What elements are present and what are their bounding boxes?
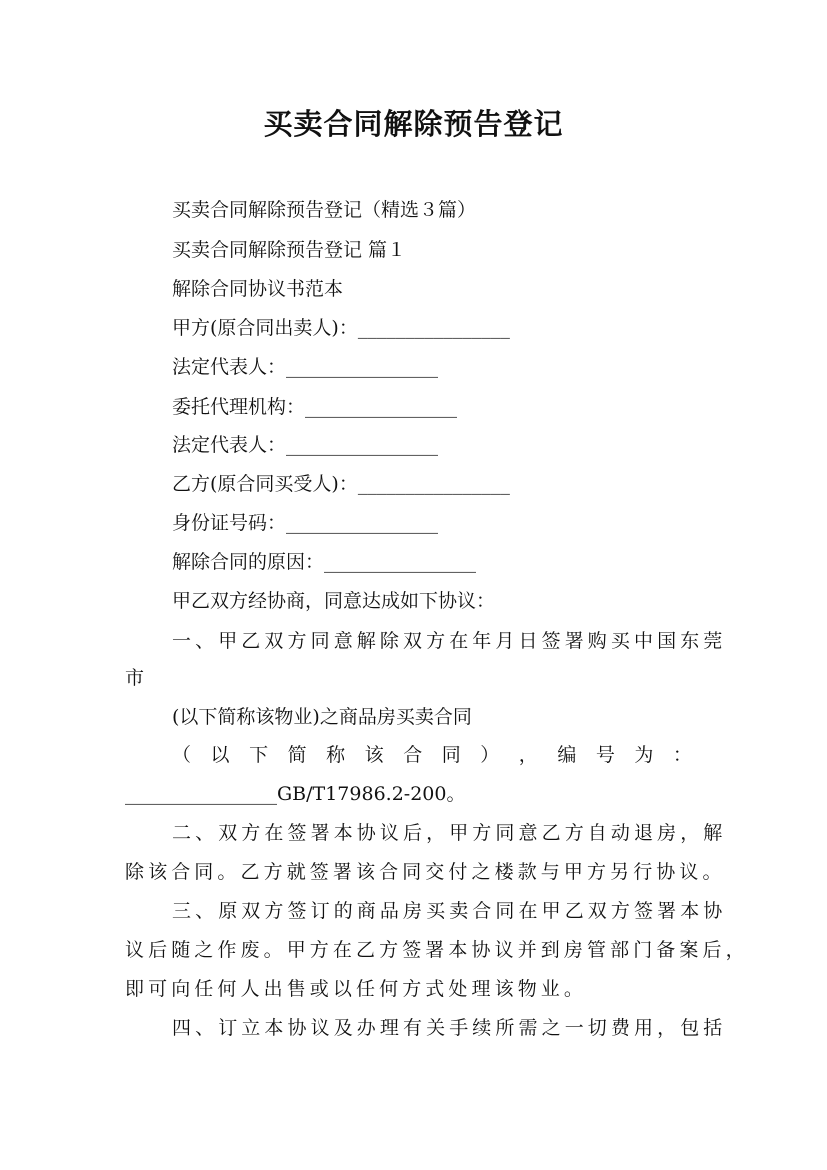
spread-char: 以: [210, 744, 230, 766]
clause-1-line-2: 市: [125, 667, 145, 689]
agency-field: 委托代理机构：________________: [172, 396, 458, 418]
clause-3-line-1: 三、原双方签订的商品房买卖合同在甲乙双方签署本协: [172, 900, 727, 922]
id-number-field: 身份证号码：________________: [172, 512, 439, 534]
spread-char: 为: [634, 744, 654, 766]
spread-char: 合: [403, 744, 423, 766]
spread-char: 同: [441, 744, 461, 766]
party-b-field: 乙方(原合同买受人)：________________: [172, 473, 510, 495]
legal-rep-field-2: 法定代表人：________________: [172, 434, 439, 456]
spread-char: 称: [326, 744, 346, 766]
clause-1-line-1: 一、甲乙双方同意解除双方在年月日签署购买中国东莞: [172, 630, 727, 652]
document-title: 买卖合同解除预告登记: [263, 107, 564, 141]
spread-char: 下: [249, 744, 269, 766]
clause-1-line-5: ________________GB/T17986.2-200。: [125, 783, 466, 805]
section-heading: 买卖合同解除预告登记 篇１: [172, 239, 407, 261]
spread-char: 简: [287, 744, 307, 766]
clause-2-line-1: 二、双方在签署本协议后，甲方同意乙方自动退房，解: [172, 822, 727, 844]
spread-char: ，: [518, 744, 538, 766]
clause-3-line-3: 即可向任何人出售或以任何方式处理该物业。: [125, 978, 588, 1000]
agreement-name: 解除合同协议书范本: [172, 278, 344, 300]
spread-char: 号: [595, 744, 615, 766]
spread-char: （: [172, 744, 192, 766]
clause-1-line-3: (以下简称该物业)之商品房买卖合同: [172, 706, 472, 728]
clause-3-line-2: 议后随之作废。甲方在乙方签署本协议并到房管部门备案后，: [125, 939, 749, 961]
clause-1-line-4: [172, 743, 692, 767]
agreement-intro: 甲乙双方经协商，同意达成如下协议：: [172, 590, 496, 612]
clause-2-line-2: 除该合同。乙方就签署该合同交付之楼款与甲方另行协议。: [125, 861, 726, 883]
party-a-field: 甲方(原合同出卖人)：________________: [172, 317, 510, 339]
spread-char: ）: [480, 744, 500, 766]
clause-4-line-1: 四、订立本协议及办理有关手续所需之一切费用，包括: [172, 1017, 727, 1039]
spread-char: ：: [672, 744, 692, 766]
legal-rep-field: 法定代表人：________________: [172, 356, 439, 378]
reason-field: 解除合同的原因：________________: [172, 551, 477, 573]
spread-char: 编: [557, 744, 577, 766]
subtitle-line: 买卖合同解除预告登记（精选３篇）: [172, 199, 477, 221]
spread-char: 该: [364, 744, 384, 766]
